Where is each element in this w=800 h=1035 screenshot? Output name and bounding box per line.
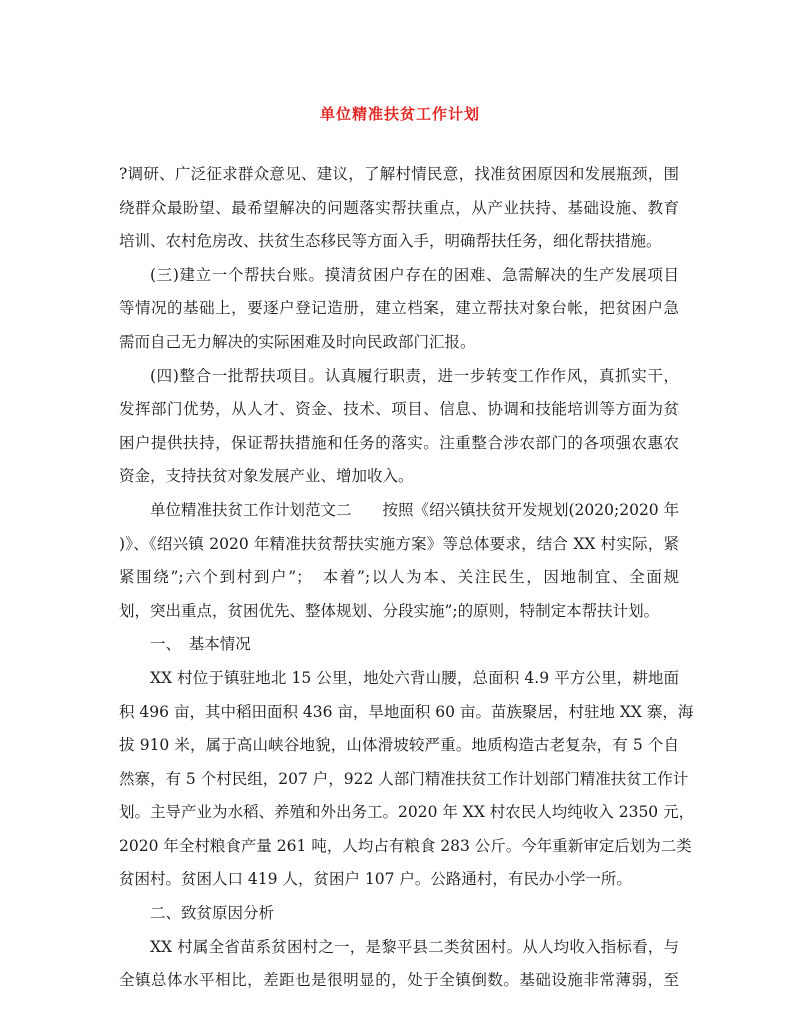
text-line: 培训、农村危房改、扶贫生态移民等方面入手，明确帮扶任务，细化帮扶措施。 — [119, 232, 662, 251]
document-body — [119, 158, 695, 998]
text-line: 发挥部门优势，从人才、资金、技术、项目、信息、协调和技能培训等方面为贫 — [119, 400, 679, 419]
text-line: 拔 910 米，属于高山峡谷地貌，山体滑坡较严重。地质构造古老复杂，有 5 个自 — [119, 736, 679, 755]
text-line: 资金，支持扶贫对象发展产业、增加收入。 — [119, 467, 414, 486]
text-line: 积 496 亩，其中稻田面积 436 亩，旱地面积 60 亩。苗族聚居，村驻地 XX 寨，海 — [119, 702, 694, 721]
text-line: XX 村属全省苗系贫困村之一，是黎平县二类贫困村。从人均收入指标看，与 — [150, 937, 679, 956]
text-line: ?调研、广泛征求群众意见、建议，了解村情民意，找准贫困原因和发展瓶颈，围 — [119, 165, 679, 183]
text-line: 划。主导产业为水稻、养殖和外出务工。2020 年 XX 村农民人均纯收入 2350 元， — [119, 803, 695, 822]
text-line: )》、《绍兴镇 2020 年精准扶贫帮扶实施方案》等总体要求，结合 XX 村实际，紧 — [119, 534, 679, 553]
text-line: 绕群众最盼望、最希望解决的问题落实帮扶重点，从产业扶持、基础设施、教育 — [119, 198, 679, 217]
section-heading: 一、 基本情况 — [150, 635, 251, 654]
text-line: (三)建立一个帮扶台账。摸清贫困户存在的困难、急需解决的生产发展项目 — [150, 265, 679, 284]
text-line: 划，突出重点，贫困优先、整体规划、分段实施”;的原则，特制定本帮扶计划。 — [119, 601, 660, 620]
text-line: 单位精准扶贫工作计划范文二 按照《绍兴镇扶贫开发规划(2020;2020 年 — [150, 500, 680, 519]
document-title: 单位精准扶贫工作计划 — [319, 105, 480, 123]
text-line: 等情况的基础上，要逐户登记造册，建立档案，建立帮扶对象台帐，把贫困户急 — [119, 299, 679, 318]
text-line: XX 村位于镇驻地北 15 公里，地处六背山腰，总面积 4.9 平方公里，耕地面 — [150, 668, 679, 687]
text-line: 困户提供扶持，保证帮扶措施和任务的落实。注重整合涉农部门的各项强农惠农 — [119, 433, 679, 452]
text-line: 2020 年全村粮食产量 261 吨，人均占有粮食 283 公斤。今年重新审定后划为二类 — [119, 836, 692, 855]
text-line: 然寨，有 5 个村民组，207 户，922 人部门精准扶贫工作计划部门精准扶贫工作计 — [119, 769, 689, 788]
text-line: (四)整合一批帮扶项目。认真履行职责，进一步转变工作作风，真抓实干， — [150, 366, 679, 385]
section-heading: 二、致贫原因分析 — [150, 904, 275, 923]
text-line: 全镇总体水平相比，差距也是很明显的，处于全镇倒数。基础设施非常薄弱，至 — [119, 971, 679, 990]
text-line: 贫困村。贫困人口 419 人，贫困户 107 户。公路通村，有民办小学一所。 — [119, 870, 632, 889]
text-line: 紧围绕”;六个到村到户”； 本着”;以人为本、关注民生，因地制宜、全面规 — [119, 568, 679, 587]
text-line: 需而自己无力解决的实际困难及时向民政部门汇报。 — [119, 332, 476, 351]
